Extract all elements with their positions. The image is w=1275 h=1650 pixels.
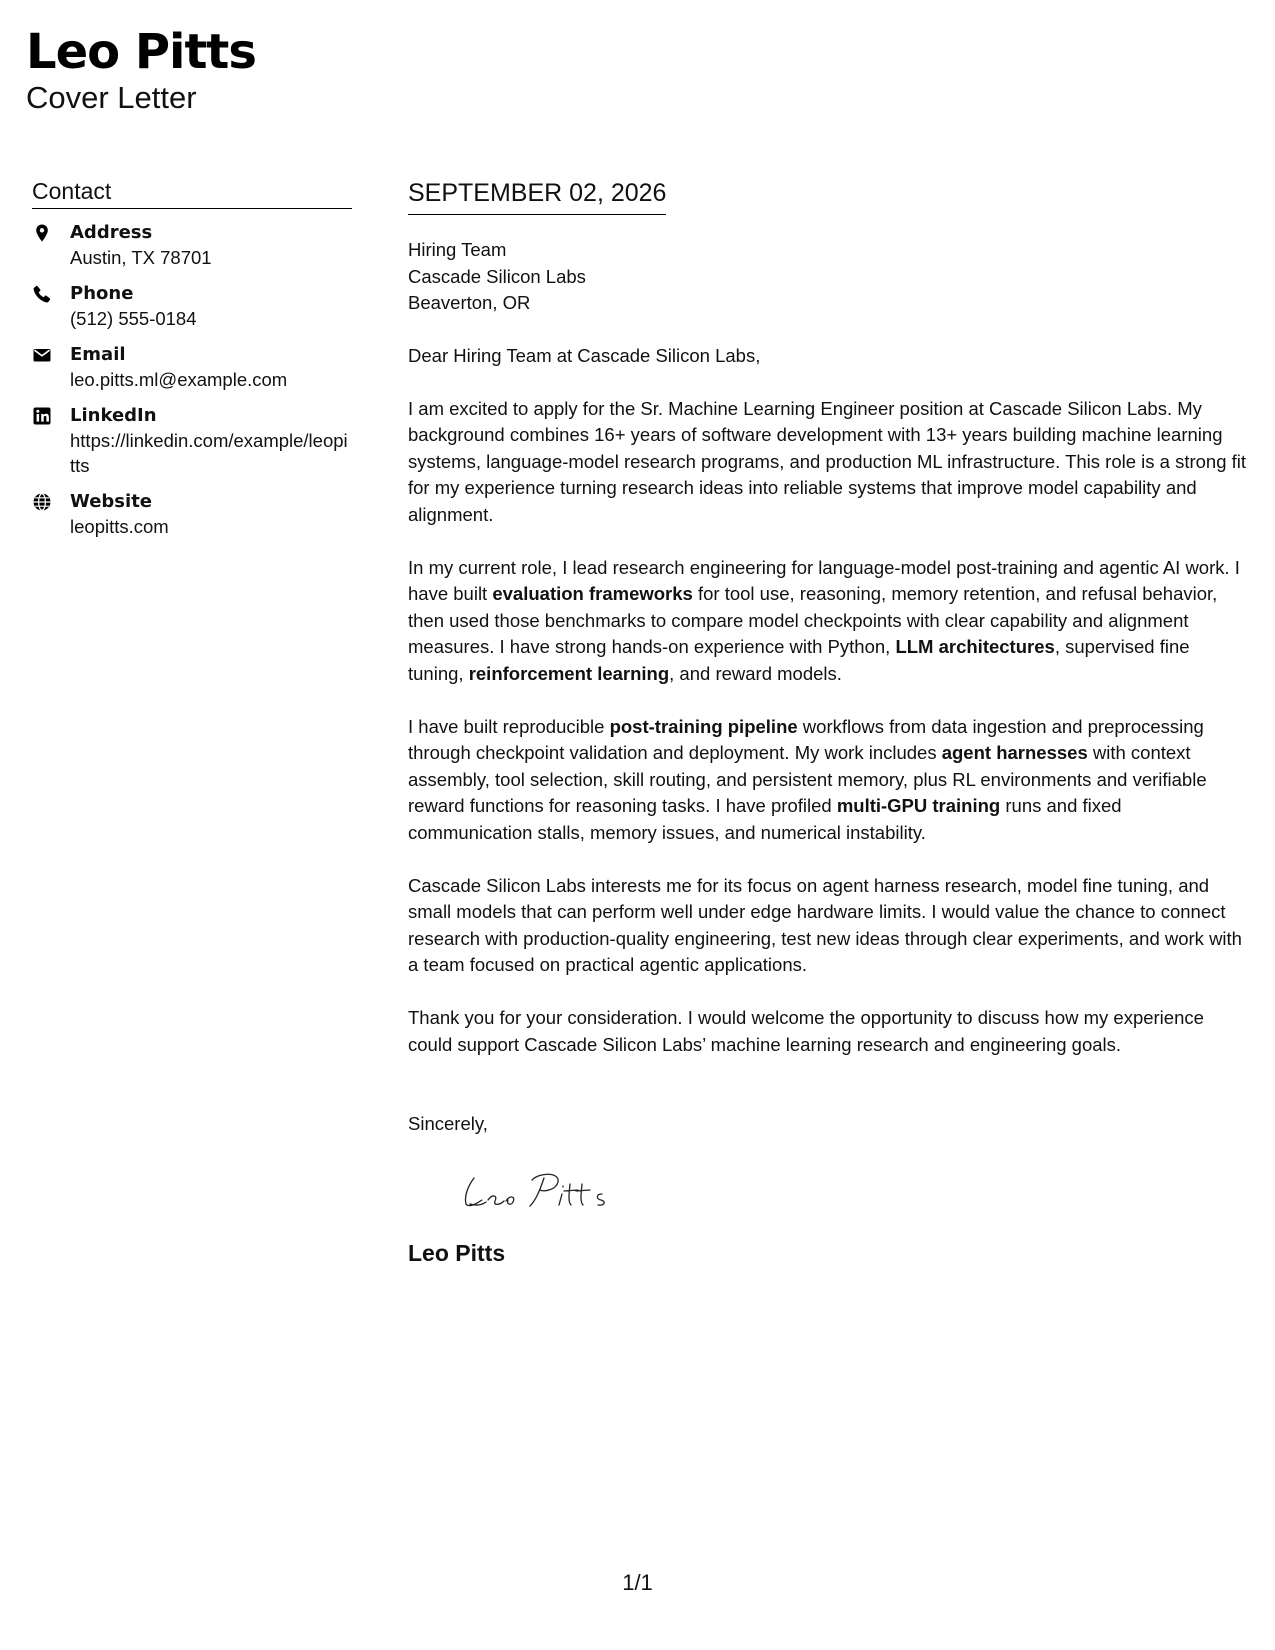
- paragraph-text: Cascade Silicon Labs interests me for its focus on agent harness research, model fine tuning, and small models that can perform well under edge hardware limits. I would value the chance to connect research with production-quality engineering, test new ideas through clear experiments, and work with a team focused on practical agentic applications.: [408, 874, 1242, 975]
- recipient-line: Beaverton, OR: [408, 292, 531, 313]
- paragraph-text: workflows from data ingestion and preprocessing through checkpoint validation and deployment. My work includes: [408, 715, 1204, 763]
- paragraph-text: , and reward models.: [669, 662, 842, 684]
- paragraph-text: Thank you for your consideration. I would welcome the opportunity to discuss how my experience could support Cascade Silicon Labs’ machine learning research and engineering goals.: [408, 1007, 1204, 1055]
- closing: Sincerely,: [408, 1113, 488, 1134]
- body-paragraph: [408, 1005, 1248, 1058]
- body-paragraph: [408, 714, 1248, 847]
- contact-linkedin: [32, 404, 352, 478]
- paragraph-text: for tool use, reasoning, memory retention, and refusal behavior, then used those benchmarks to compare model checkpoints with clear capability and alignment measures. I have strong hands-on experience with Python,: [408, 583, 1218, 657]
- emphasized-phrase: multi-GPU training: [836, 795, 1001, 816]
- contact-value[interactable]: https://linkedin.com/example/leopitts: [70, 430, 348, 476]
- recipient-line: Cascade Silicon Labs: [408, 265, 586, 287]
- document-subtitle: Cover Letter: [26, 80, 197, 115]
- salutation: Dear Hiring Team at Cascade Silicon Labs,: [408, 344, 761, 366]
- contact-heading: Contact: [32, 176, 352, 209]
- letter-body: [408, 176, 1248, 1267]
- contact-value[interactable]: leopitts.com: [70, 516, 169, 537]
- date-block: [408, 176, 666, 215]
- body-paragraph: [408, 396, 1248, 529]
- contact-address: [32, 221, 352, 270]
- page-header: [26, 22, 256, 116]
- recipient-line: Hiring Team: [408, 239, 507, 260]
- contact-label: LinkedIn: [70, 405, 157, 426]
- location-pin-icon: [32, 223, 52, 243]
- contact-label: Website: [70, 491, 153, 512]
- paragraph-text: with context assembly, tool selection, skill routing, and persistent memory, plus RL environments and verifiable reward functions for reasoning tasks. I have profiled: [408, 742, 1207, 816]
- paragraph-text: runs and fixed communication stalls, memory issues, and numerical instability.: [408, 795, 1122, 843]
- recipient-block: [408, 237, 1248, 317]
- contact-phone: [32, 282, 352, 331]
- contact-value: leo.pitts.ml@example.com: [70, 369, 288, 390]
- paragraph-text: , supervised fine tuning,: [408, 636, 1190, 684]
- contact-label: Address: [70, 222, 153, 243]
- signer-name: Leo Pitts: [408, 1239, 506, 1266]
- letter-date: SEPTEMBER 02, 2026: [408, 179, 667, 207]
- candidate-name: Leo Pitts: [26, 24, 256, 80]
- body-paragraph: [408, 555, 1248, 688]
- contact-sidebar: [32, 176, 352, 539]
- emphasized-phrase: LLM architectures: [895, 636, 1055, 657]
- emphasized-phrase: reinforcement learning: [468, 662, 670, 684]
- contact-label: Phone: [70, 283, 134, 304]
- emphasized-phrase: agent harnesses: [941, 742, 1088, 763]
- phone-icon: [32, 284, 52, 304]
- emphasized-phrase: post-training pipeline: [609, 715, 798, 737]
- paragraph-text: I have built reproducible: [408, 715, 610, 737]
- contact-label: Email: [70, 344, 126, 365]
- paragraph-text: In my current role, I lead research engineering for language-model post-training and agentic AI work. I have built: [408, 556, 1240, 604]
- envelope-icon: [32, 345, 52, 365]
- linkedin-icon: [32, 406, 52, 426]
- handwritten-signature: [460, 1164, 620, 1214]
- page-number: 1/1: [622, 1570, 653, 1595]
- paragraph-text: I am excited to apply for the Sr. Machine Learning Engineer position at Cascade Silicon Labs. My background combines 16+ years of software development with 13+ years building machine learning systems, language-model research programs, and production ML infrastructure. This role is a strong fit for my experience turning research ideas into reliable systems that improve model capability and alignment.: [408, 397, 1247, 525]
- body-paragraph: [408, 873, 1248, 979]
- contact-website: [32, 490, 352, 539]
- contact-value: Austin, TX 78701: [70, 247, 212, 268]
- contact-value: (512) 555-0184: [70, 308, 197, 329]
- emphasized-phrase: evaluation frameworks: [492, 583, 693, 604]
- globe-icon: [32, 492, 52, 512]
- contact-email: [32, 343, 352, 392]
